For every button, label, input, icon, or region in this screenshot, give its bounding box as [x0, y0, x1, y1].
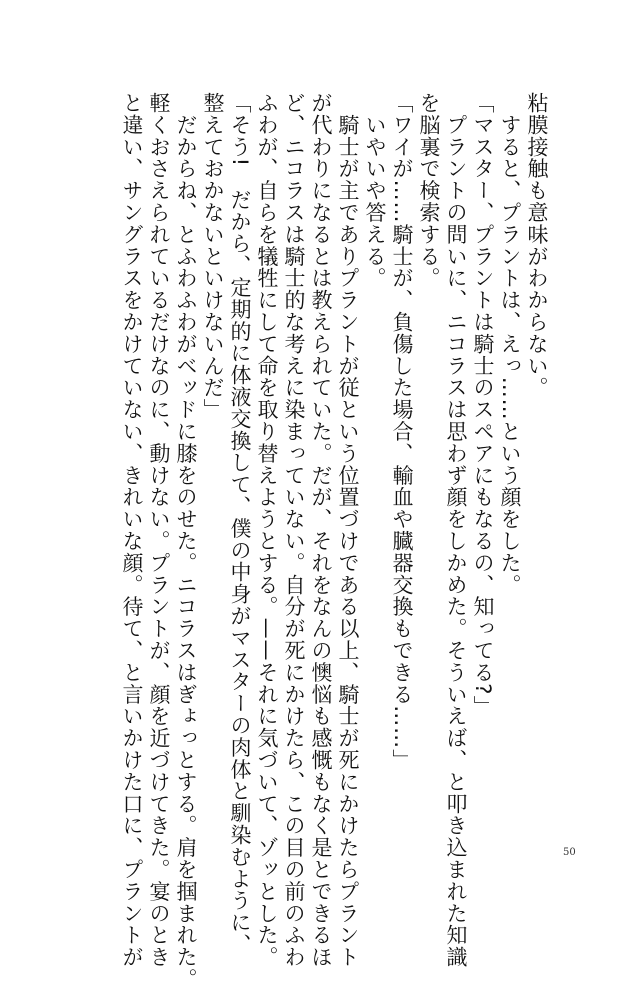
text-line: 粘膜接触も意味がわからない。: [525, 92, 549, 399]
page-number: 50: [563, 847, 576, 858]
text-line: 「マスター、プラントは騎士のスペアにもなるの、知ってる?」: [471, 92, 495, 718]
text-line: 軽くおさえられているだけなのに、動けない。プラントが、顔を近づけてきた。宴のとき: [147, 92, 171, 968]
text-line: 騎士が主でありプラントが従という位置づけである以上、騎士が死にかけたらプラント: [336, 92, 360, 968]
text-line: 「そう! だから、定期的に体液交換して、僕の中身がマスターの肉体と馴染むように、: [228, 92, 252, 956]
text-line: だからね、とふわふわがベッドに膝をのせた。ニコラスはぎょっとする。肩を掴まれた。: [174, 92, 198, 990]
text-line: を脳裏で検索する。: [417, 92, 441, 290]
text-line: が代わりになるとは教えられていた。だが、それをなんの懊悩も感慨もなく是とできるほ: [309, 92, 333, 968]
text-line: 「ワイが……騎士が、負傷した場合、輸血や臓器交換もできる……」: [390, 92, 414, 771]
text-line: と違い、サングラスをかけていない、きれいな顔。待て、と言いかけた口に、プラントが: [120, 92, 144, 968]
text-line: すると、プラントは、えっ……という顔をした。: [498, 92, 522, 596]
text-line: ふわが、自らを犠牲にして命を取り替えようとする。——それに気づいて、ゾッとした。: [255, 92, 279, 968]
text-line: プラントの問いに、ニコラスは思わず顔をしかめた。そういえば、と叩き込まれた知識: [444, 92, 468, 968]
text-line: 整えておかないといけないんだ」: [201, 92, 225, 421]
text-line: いやいや答える。: [363, 92, 387, 290]
text-line: ど、ニコラスは騎士的な考えに染まっていない。自分が死にかけたら、この目の前のふわ: [282, 92, 306, 968]
vertical-text-block: [119, 92, 549, 990]
